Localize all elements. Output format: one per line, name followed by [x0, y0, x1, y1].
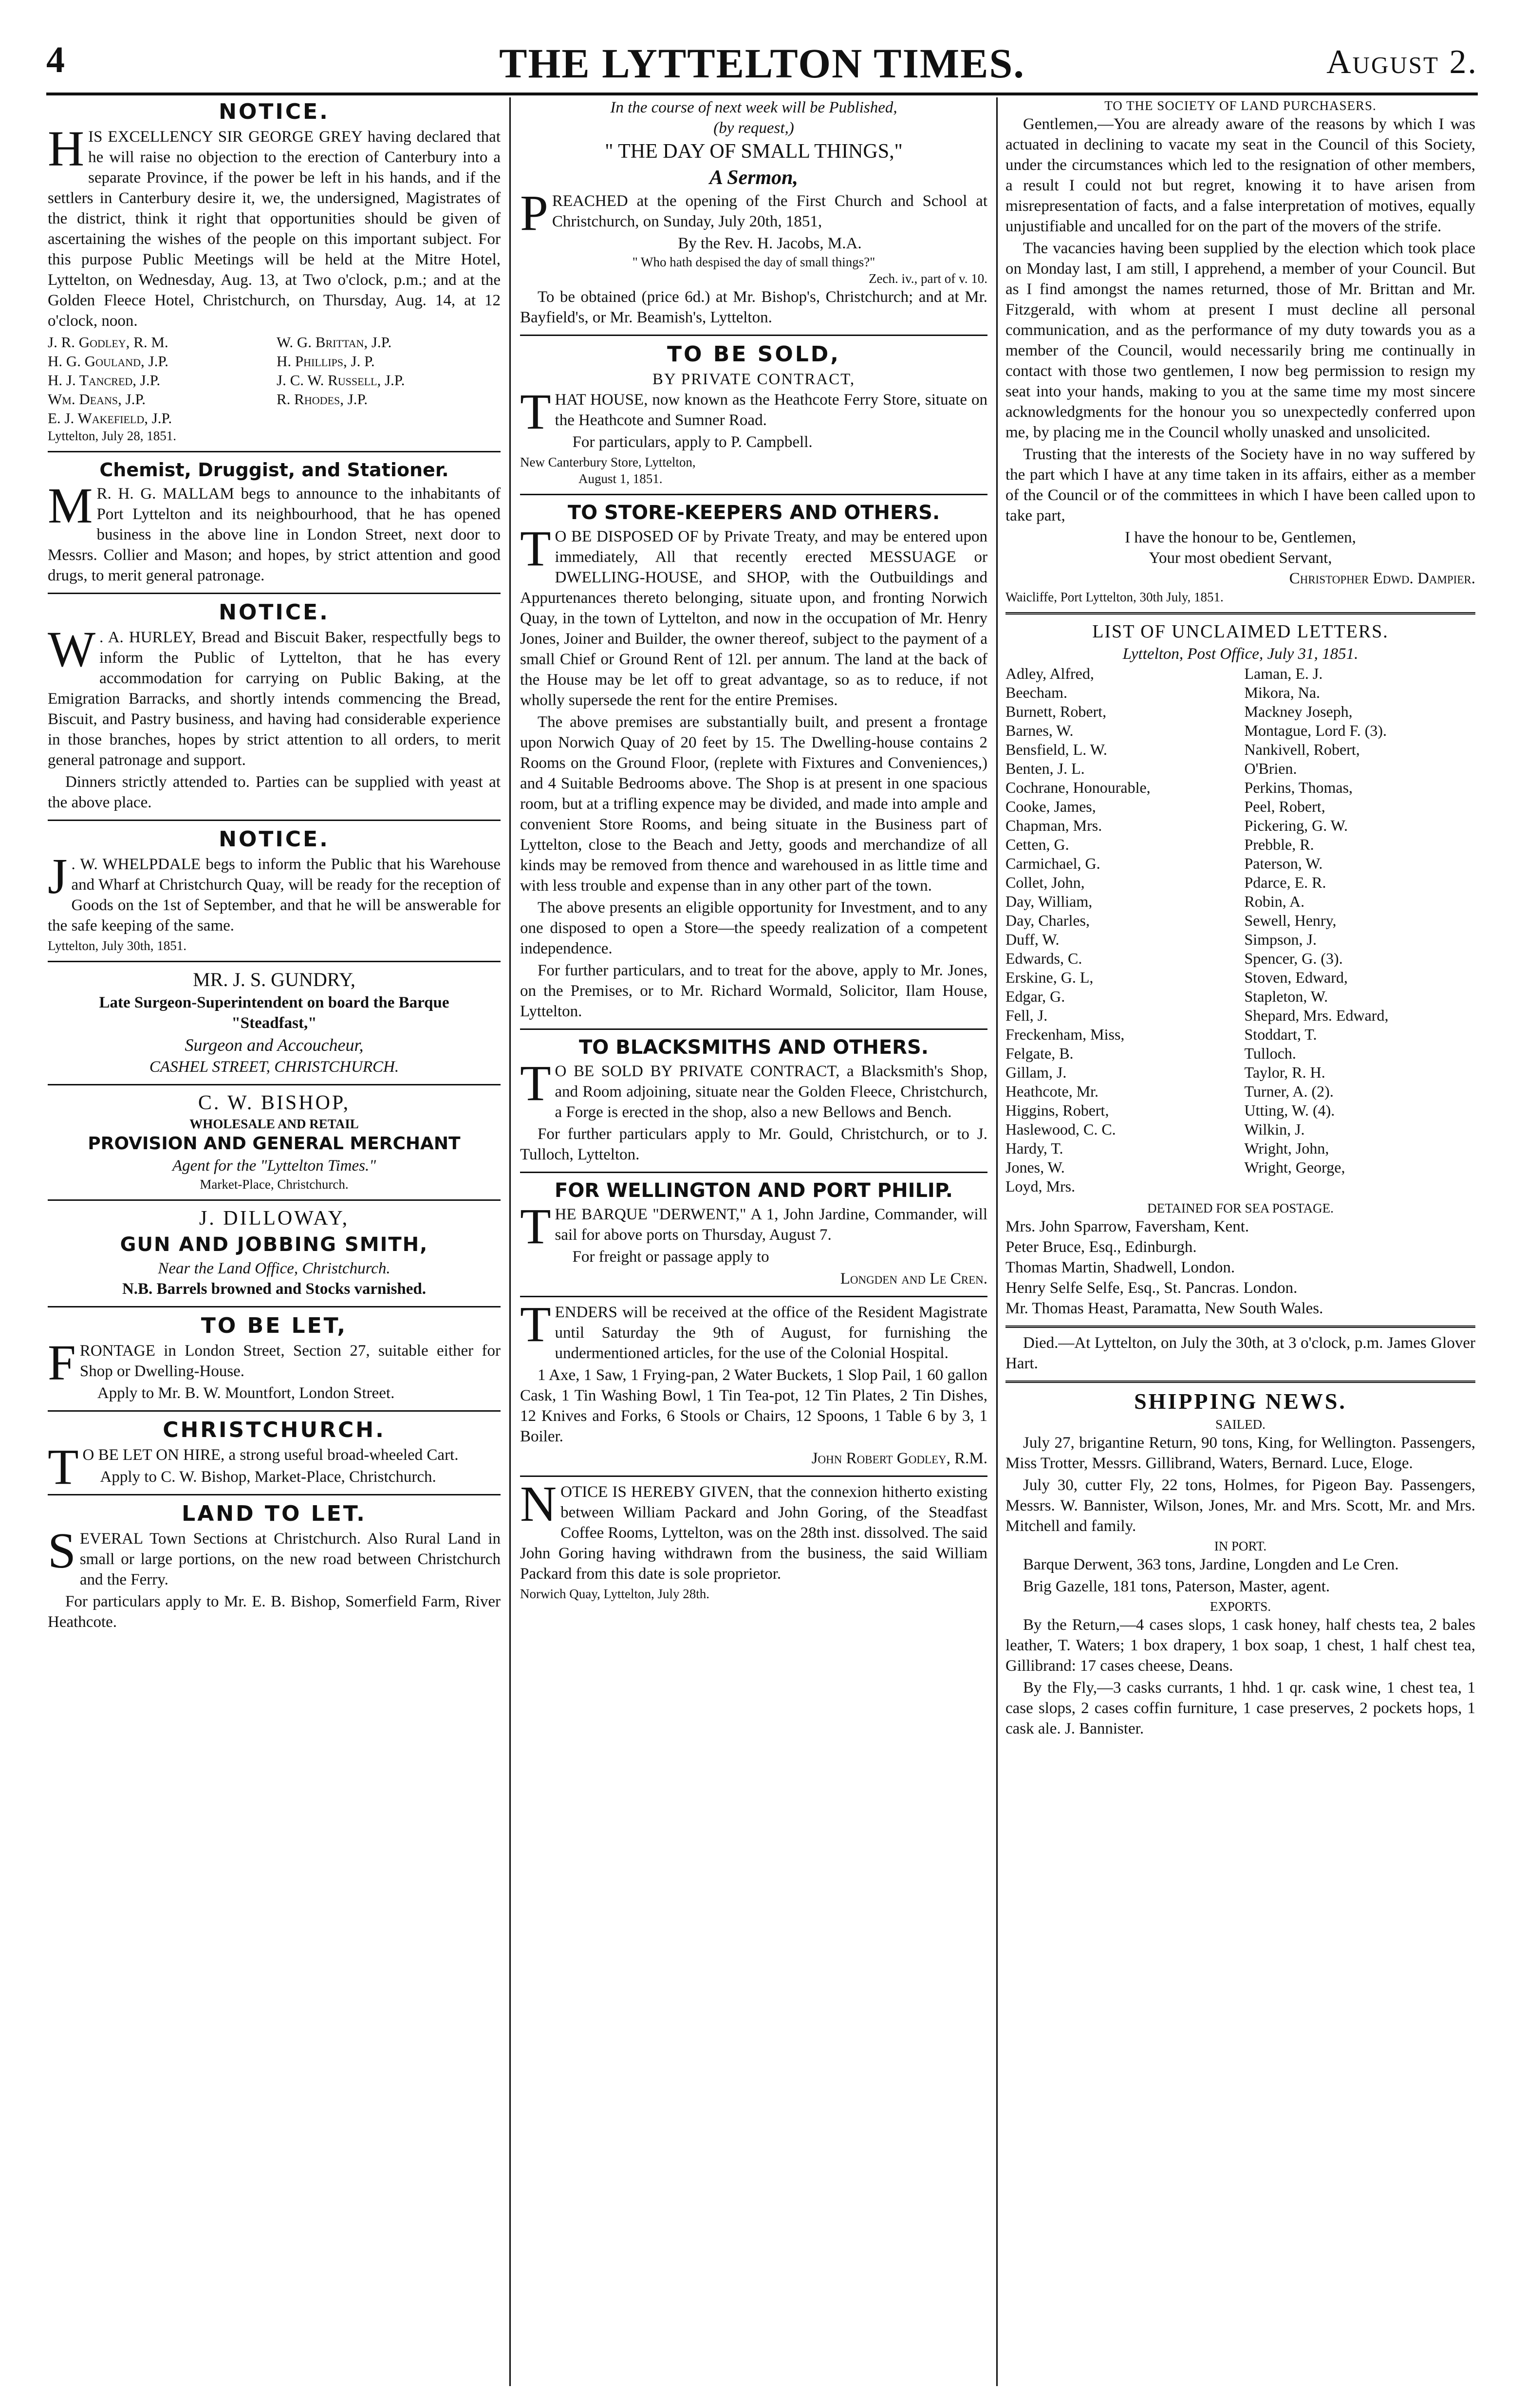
body-text: For particulars, apply to P. Campbell. [572, 433, 813, 451]
advert-line: GUN AND JOBBING SMITH, [120, 1233, 428, 1256]
letter-name: Pdarce, E. R. [1244, 874, 1326, 891]
advert-line: Agent for the "Lyttelton Times." [172, 1157, 376, 1175]
drop-cap: H [48, 121, 85, 177]
section-heading: NOTICE. [219, 600, 330, 625]
dateline: Lyttelton, July 30th, 1851. [48, 938, 187, 953]
letter-name: Montague, Lord F. (3). [1244, 722, 1387, 739]
shipping-news [1005, 1388, 1475, 1739]
blacksmiths-advert [520, 1035, 987, 1165]
letter-name: Carmichael, G. [1005, 855, 1100, 872]
letter-name: Cooke, James, [1005, 798, 1096, 815]
dateline: New Canterbury Store, Lyttelton, [520, 455, 696, 469]
letter-name: Paterson, W. [1244, 855, 1323, 872]
letter-name: Mackney Joseph, [1244, 703, 1353, 720]
letter-name: Wright, George, [1244, 1158, 1345, 1176]
section-heading: LAND TO LET. [182, 1501, 367, 1526]
letter-name: Collet, John, [1005, 874, 1085, 891]
column-divider [509, 97, 511, 2386]
advert-line: WHOLESALE AND RETAIL [189, 1117, 359, 1131]
letter-name: Day, William, [1005, 893, 1093, 910]
letter-name: Haslewood, C. C. [1005, 1120, 1116, 1138]
advert-line: BY PRIVATE CONTRACT, [652, 371, 856, 388]
body-text: To be obtained (price 6d.) at Mr. Bishop's, Christchurch; and at Mr. Bayfield's, or Mr. Beamish's, Lyttelton. [520, 288, 987, 326]
drop-cap: T [520, 1296, 551, 1352]
detained-list [1005, 1216, 1475, 1319]
body-text: For freight or passage apply to [572, 1248, 769, 1266]
letter-name: Utting, W. (4). [1244, 1101, 1335, 1119]
letter-name: Shepard, Mrs. Edward, [1244, 1007, 1389, 1024]
letter-name: Beecham. [1005, 684, 1068, 701]
letter-name: Adley, Alfred, [1005, 665, 1094, 682]
column-3 [1005, 97, 1475, 1740]
society-letter [1005, 97, 1475, 605]
masthead [46, 39, 1478, 95]
letter-name: Edwards, C. [1005, 950, 1082, 967]
letter-name: Peel, Robert, [1244, 798, 1325, 815]
advert-line: PROVISION AND GENERAL MERCHANT [88, 1134, 461, 1154]
drop-cap: T [520, 521, 551, 577]
detained-item: Mrs. John Sparrow, Faversham, Kent. [1005, 1218, 1249, 1235]
drop-cap: N [520, 1476, 557, 1532]
body-text: O BE DISPOSED OF by Private Treaty, and may be entered upon immediately, All that recently erected MESSUAGE or DWELLING-HOUSE, and SHOP, with the Outbuildings and Appurtenances thereto belonging, situate upon, and fronting Norwich Quay, in the town of Lyttelton, and now in the occupation of Mr. Henry Jones, Joiner and Builder, the owner thereof, subject to the payment of a small Chief or Ground Rent of 12l. per annum. The land at the back of the House may be let off to great advantage, so as to reduce, if not wholly supersede the rent for the entire Premises. [520, 528, 987, 709]
drop-cap: T [48, 1439, 79, 1495]
body-text: RONTAGE in London Street, Section 27, suitable either for Shop or Dwelling-House. [79, 1342, 501, 1380]
signatory: H. Phillips, J. P. [277, 353, 375, 370]
page-number: 4 [46, 39, 65, 80]
body-text: Brig Gazelle, 181 tons, Paterson, Master, agent. [1023, 1578, 1330, 1595]
letter-name: Turner, A. (2). [1244, 1083, 1334, 1100]
body-text: OTICE IS HEREBY GIVEN, that the connexion hitherto existing between William Packard and John Goring, of the Steadfast Coffee Rooms, Lyttelton, was on the 28th inst. dissolved. The said John Goring having withdrawn from the business, the said William Packard from this date is sole proprietor. [520, 1483, 987, 1583]
letter-name: Spencer, G. (3). [1244, 950, 1343, 967]
letter-name: Pickering, G. W. [1244, 817, 1348, 834]
letter-name: Jones, W. [1005, 1158, 1065, 1176]
advert-line: Late Surgeon-Superintendent on board the Barque [99, 994, 449, 1011]
notice-whelpdale [48, 826, 501, 954]
signatory: J. C. W. Russell, J.P. [277, 372, 405, 389]
section-heading: SHIPPING NEWS. [1134, 1389, 1347, 1414]
body-text: July 30, cutter Fly, 22 tons, Holmes, for Pigeon Bay. Passengers, Messrs. W. Bannister, Wilson, Jones, Mr. and Mrs. Scott, Mr. and Mrs. Mitchell and family. [1005, 1476, 1475, 1535]
body-text: Trusting that the interests of the Society have in no way suffered by the part which I have at any time taken in its affairs, either as a member of the Council or of the committees in which I have been called upon to take part, [1005, 446, 1475, 524]
letter-name [1245, 1177, 1476, 1196]
body-text: Apply to C. W. Bishop, Market-Place, Christchurch. [100, 1468, 436, 1486]
drop-cap: T [520, 1055, 551, 1111]
dateline: August 1, 1851. [578, 471, 663, 486]
advert-line: Zech. iv., part of v. 10. [869, 271, 987, 286]
advert-line: Near the Land Office, Christchurch. [158, 1260, 391, 1277]
letter-name: Burnett, Robert, [1005, 703, 1107, 720]
notice-province [48, 98, 501, 444]
letter-name: Duff, W. [1005, 931, 1060, 948]
letter-name: O'Brien. [1244, 760, 1297, 777]
letter-name: Wright, John, [1244, 1139, 1329, 1157]
signatory: J. R. Godley, R. M. [48, 334, 168, 351]
newspaper-title: THE LYTTELTON TIMES. [499, 40, 1025, 87]
detained-item: Henry Selfe Selfe, Esq., St. Pancras. London. [1005, 1279, 1298, 1297]
signatory: E. J. Wakefield, J.P. [48, 410, 172, 427]
section-heading: NOTICE. [219, 99, 330, 124]
section-heading: NOTICE. [219, 827, 330, 852]
notice-hurley [48, 599, 501, 813]
section-heading: TO BLACKSMITHS AND OTHERS. [579, 1036, 929, 1059]
section-heading: LIST OF UNCLAIMED LETTERS. [1092, 621, 1389, 642]
closing-line: I have the honour to be, Gentlemen, [1125, 529, 1356, 546]
letter-name: Day, Charles, [1005, 912, 1090, 929]
letter-name: Felgate, B. [1005, 1045, 1074, 1062]
sub-heading: SAILED. [1215, 1417, 1265, 1432]
letter-name: Gillam, J. [1005, 1064, 1067, 1081]
drop-cap: T [520, 1198, 551, 1254]
advert-line: "Steadfast," [231, 1014, 317, 1032]
detained-item: Thomas Martin, Shadwell, London. [1005, 1259, 1235, 1276]
body-text: For further particulars, and to treat for the above, apply to Mr. Jones, on the Premises, or to Mr. Richard Wormald, Solicitor, Ilam House, Lyttelton. [520, 962, 987, 1020]
advert-name: MR. J. S. GUNDRY, [193, 969, 355, 990]
detained-item: Mr. Thomas Heast, Paramatta, New South Wales. [1005, 1300, 1323, 1317]
column-1 [48, 97, 501, 1634]
body-text: O BE SOLD BY PRIVATE CONTRACT, a Blacksmith's Shop, and Room adjoining, situate near the Golden Fleece, Christchurch, a Forge is erected in the shop, also a new Bellows and Bench. [555, 1063, 987, 1121]
death-notice: Died.—At Lyttelton, on July the 30th, at 3 o'clock, p.m. James Glover Hart. [1005, 1334, 1475, 1372]
signatory: H. J. Tancred, J.P. [48, 372, 161, 389]
dilloway-advert [48, 1206, 501, 1299]
advert-line: Surgeon and Accoucheur, [185, 1035, 364, 1055]
closing-line: Your most obedient Servant, [1149, 549, 1332, 567]
advert-line: (by request,) [713, 119, 794, 137]
letter-name: Cetten, G. [1005, 836, 1069, 853]
body-text: Dinners strictly attended to. Parties can be supplied with yeast at the above place. [48, 773, 501, 811]
sub-heading: IN PORT. [1214, 1539, 1267, 1553]
letter-name: Benten, J. L. [1005, 760, 1085, 777]
wellington-advert [520, 1178, 987, 1289]
letter-name: Tulloch. [1244, 1045, 1296, 1062]
letter-name: Heathcote, Mr. [1005, 1083, 1099, 1100]
gundry-advert [48, 967, 501, 1077]
letters-list [1005, 664, 1475, 1196]
body-text: HE BARQUE "DERWENT," A 1, John Jardine, Commander, will sail for above ports on Thursday, August 7. [555, 1206, 987, 1244]
letter-name: Freckenham, Miss, [1005, 1026, 1125, 1043]
advert-name: J. DILLOWAY, [199, 1207, 350, 1230]
body-text: ENDERS will be received at the office of the Resident Magistrate until Saturday the 9th of August, for furnishing the undermentioned articles, for the use of the Colonial Hospital. [555, 1304, 987, 1362]
drop-cap: S [48, 1523, 76, 1579]
column-divider [996, 97, 998, 2386]
body-text: Gentlemen,—You are already aware of the reasons by which I was actuated in declining to vacate my seat in the Council of this Society, under the circumstances which led to the resignation of other members, a result I could not but regret, knowing it to have arisen from misrepresentation of facts, and a false interpretation of motives, equally unjustifiable and uncalled for on the part of the movers of the strife. [1005, 115, 1475, 235]
letter-name: Cochrane, Honourable, [1005, 779, 1151, 796]
signature: Christopher Edwd. Dampier. [1289, 570, 1475, 587]
letter-name: Fell, J. [1005, 1007, 1048, 1024]
dateline: Lyttelton, July 28, 1851. [48, 429, 177, 443]
body-text: The vacancies having been supplied by the election which took place on Monday last, I am still, I apprehend, a member of your Council. But as I find amongst the names returned, those of Mr. Brittan and Mr. Fitzgerald, with whom at present I must decline all personal communication, and as the performance of my duty towards you as a member of the Council, would necessarily bring me continually in contact with those two gentlemen, I now beg permission to resign my seat into your hands, making to you at the same time my most sincere acknowledgments for the honour you so unexpectedly conferred upon me, by placing me in the Council wholly unasked and unsolicited. [1005, 240, 1475, 441]
body-text: The above premises are substantially built, and present a frontage upon Norwich Quay of 20 feet by 15. The Dwelling-house contains 2 Rooms on the Ground Floor, (replete with Fixtures and Conveniences,) and 4 Suitable Bedrooms above. The Shop is at present in one spacious room, but at a trifling expence may be divided, and made into ample and convenient Store Rooms, and being situate in the Business part of Lyttelton, close to the Beach and Jetty, goods and merchandize of all kinds may be removed from thence and warehoused in as little time and with less trouble and expense than in any other part of the town. [520, 713, 987, 895]
letter-name: Taylor, R. H. [1244, 1064, 1325, 1081]
issue-date: August 2. [1326, 43, 1478, 81]
letter-name: Sewell, Henry, [1244, 912, 1337, 929]
body-text: For further particulars apply to Mr. Gould, Christchurch, or to J. Tulloch, Lyttelton. [520, 1125, 987, 1163]
letter-name: Wilkin, J. [1244, 1120, 1305, 1138]
drop-cap: J [48, 848, 68, 904]
section-heading: Chemist, Druggist, and Stationer. [99, 459, 449, 481]
body-text: . W. WHELPDALE begs to inform the Public that his Warehouse and Wharf at Christchurch Quay, will be ready for the reception of Goods on the 1st of September, and that he will be answerable for the safe keeping of the same. [48, 856, 501, 934]
letter-name: Erskine, G. L, [1005, 969, 1094, 986]
signatory: W. G. Brittan, J.P. [277, 334, 392, 351]
sermon-advert [520, 97, 987, 328]
signatory: Wm. Deans, J.P. [48, 391, 146, 408]
tenders-advert [520, 1296, 987, 1469]
drop-cap: F [48, 1335, 76, 1391]
dateline: Waicliffe, Port Lyttelton, 30th July, 1851. [1005, 590, 1224, 604]
signatory: R. Rhodes, J.P. [277, 391, 368, 408]
body-text: IS EXCELLENCY SIR GEORGE GREY having declared that he will raise no objection to the erection of Canterbury into a separate Province, if the power be left in his hands, and if the settlers in Canterbury desire it, we, the undersigned, Magistrates of the district, think it right that opportunities should be given of ascertaining the wishes of the people on this important subject. For this purpose Public Meetings will be held at the Mitre Hotel, Lyttelton, on Wednesday, Aug. 13, at Two o'clock, p.m.; and at the Golden Fleece Hotel, Christchurch, on Thursday, Aug. 14, at 12 o'clock, noon. [48, 128, 501, 330]
advert-line: In the course of next week will be Published, [610, 99, 897, 116]
letter-name: Stapleton, W. [1244, 988, 1328, 1005]
body-text: Apply to Mr. B. W. Mountfort, London Street. [97, 1384, 395, 1402]
body-text: O BE LET ON HIRE, a strong useful broad-wheeled Cart. [82, 1446, 459, 1464]
letter-name: Higgins, Robert, [1005, 1101, 1109, 1119]
signatory: H. G. Gouland, J.P. [48, 353, 168, 370]
letter-name: Perkins, Thomas, [1244, 779, 1353, 796]
letter-name: Robin, A. [1244, 893, 1305, 910]
section-heading: TO THE SOCIETY OF LAND PURCHASERS. [1104, 98, 1377, 113]
letter-name: Simpson, J. [1244, 931, 1317, 948]
bishop-advert [48, 1090, 501, 1193]
body-text: R. H. G. MALLAM begs to announce to the inhabitants of Port Lyttelton and its neighbourhood, that he has opened business in the above line in London Street, next door to Messrs. Collier and Mason; and hopes, by strict attention and good drugs, to merit general patronage. [48, 485, 501, 584]
advert-name: C. W. BISHOP, [198, 1092, 351, 1114]
section-heading: CHRISTCHURCH. [163, 1418, 386, 1442]
section-heading: FOR WELLINGTON AND PORT PHILIP. [555, 1179, 953, 1202]
body-text: 1 Axe, 1 Saw, 1 Frying-pan, 2 Water Buckets, 1 Slop Pail, 1 60 gallon Cask, 1 Tin Washing Bowl, 1 Tin Tea-pot, 12 Tin Plates, 2 Tin Dishes, 12 Knives and Forks, 6 Stools or Chairs, 12 Spoons, 1 Table 6 by 3, 1 Boiler. [520, 1366, 987, 1445]
advert-line: " Who hath despised the day of small things?" [632, 255, 875, 269]
detained-item: Peter Bruce, Esq., Edinburgh. [1005, 1238, 1197, 1256]
signature: John Robert Godley, R.M. [811, 1450, 987, 1467]
letter-name: Edgar, G. [1005, 988, 1065, 1005]
body-text: EVERAL Town Sections at Christchurch. Also Rural Land in small or large portions, on the new road between Christchurch and the Ferry. [79, 1530, 501, 1588]
letter-name: Chapman, Mrs. [1005, 817, 1102, 834]
letter-name: Stoddart, T. [1244, 1026, 1317, 1043]
advert-line: By the Rev. H. Jacobs, M.A. [678, 235, 862, 252]
sermon-title: " THE DAY OF SMALL THINGS," [605, 140, 903, 163]
land-to-let-advert [48, 1500, 501, 1632]
body-text: For particulars apply to Mr. E. B. Bishop, Somerfield Farm, River Heathcote. [48, 1593, 501, 1631]
unclaimed-letters [1005, 619, 1475, 1319]
drop-cap: M [48, 478, 93, 534]
body-text: By the Return,—4 cases slops, 1 cask honey, half chests tea, 2 bales leather, T. Waters; 1 box drapery, 1 box soap, 1 chest, 1 half chest tea, Gillibrand: 17 cases cheese, Deans. [1005, 1616, 1475, 1675]
letter-name: Nankivell, Robert, [1244, 741, 1360, 758]
drop-cap: P [520, 185, 548, 241]
letter-name: Prebble, R. [1244, 836, 1314, 853]
partnership-notice [520, 1476, 987, 1602]
section-heading: TO BE SOLD, [667, 342, 841, 367]
letter-name: Stoven, Edward, [1244, 969, 1348, 986]
body-text: REACHED at the opening of the First Church and School at Christchurch, on Sunday, July 20th, 1851, [552, 192, 987, 230]
signatories [48, 333, 501, 428]
body-text: The above presents an eligible opportunity for Investment, and to any one disposed to open a Store—the speedy realization of a competent independence. [520, 899, 987, 957]
letter-name: Hardy, T. [1005, 1139, 1063, 1157]
letter-name: Bensfield, L. W. [1005, 741, 1107, 758]
to-be-sold-advert [520, 341, 987, 487]
signature: Longden and Le Cren. [840, 1270, 987, 1288]
section-heading: TO STORE-KEEPERS AND OTHERS. [567, 502, 940, 524]
dateline: Norwich Quay, Lyttelton, July 28th. [520, 1587, 709, 1601]
advert-line: N.B. Barrels browned and Stocks varnished. [122, 1280, 427, 1298]
drop-cap: T [520, 384, 551, 440]
column-2 [520, 97, 987, 1602]
sub-heading: EXPORTS. [1210, 1599, 1271, 1614]
letter-name: Mikora, Na. [1244, 684, 1321, 701]
to-be-let-advert [48, 1312, 501, 1403]
storekeepers-advert [520, 500, 987, 1022]
sermon-subtitle: A Sermon, [709, 167, 799, 189]
advert-line: CASHEL STREET, CHRISTCHURCH. [149, 1058, 399, 1076]
section-heading: TO BE LET, [201, 1313, 348, 1338]
letter-name: Barnes, W. [1005, 722, 1074, 739]
chemist-advert [48, 457, 501, 586]
letter-name: Laman, E. J. [1244, 665, 1323, 682]
signatory [277, 409, 501, 428]
sub-heading: DETAINED FOR SEA POSTAGE. [1147, 1201, 1334, 1215]
letter-name: Loyd, Mrs. [1005, 1177, 1076, 1195]
body-text: By the Fly,—3 casks currants, 1 hhd. 1 qr. cask wine, 1 chest tea, 1 case slops, 2 cases coffin furniture, 1 case preserves, 2 pockets hops, 1 cask ale. J. Bannister. [1005, 1679, 1475, 1737]
body-text: HAT HOUSE, now known as the Heathcote Ferry Store, situate on the Heathcote and Sumner Road. [555, 391, 987, 429]
christchurch-advert [48, 1417, 501, 1495]
body-text: July 27, brigantine Return, 90 tons, King, for Wellington. Passengers, Miss Trotter, Messrs. Gillibrand, Waters, Bernard. Luce, Eloge. [1005, 1434, 1475, 1472]
advert-line: Market-Place, Christchurch. [200, 1177, 349, 1192]
body-text: Barque Derwent, 363 tons, Jardine, Longden and Le Cren. [1023, 1556, 1399, 1573]
drop-cap: W [48, 621, 96, 677]
body-text: . A. HURLEY, Bread and Biscuit Baker, respectfully begs to inform the Public of Lyttelton, that he has every accommodation for carrying on Public Baking, at the Emigration Barracks, and shortly intends commencing the Bread, Biscuit, and Pastry business, and having had considerable experience in those branches, hopes by strict attention to all orders, to merit general patronage and support. [48, 629, 501, 769]
dateline: Lyttelton, Post Office, July 31, 1851. [1122, 645, 1359, 663]
